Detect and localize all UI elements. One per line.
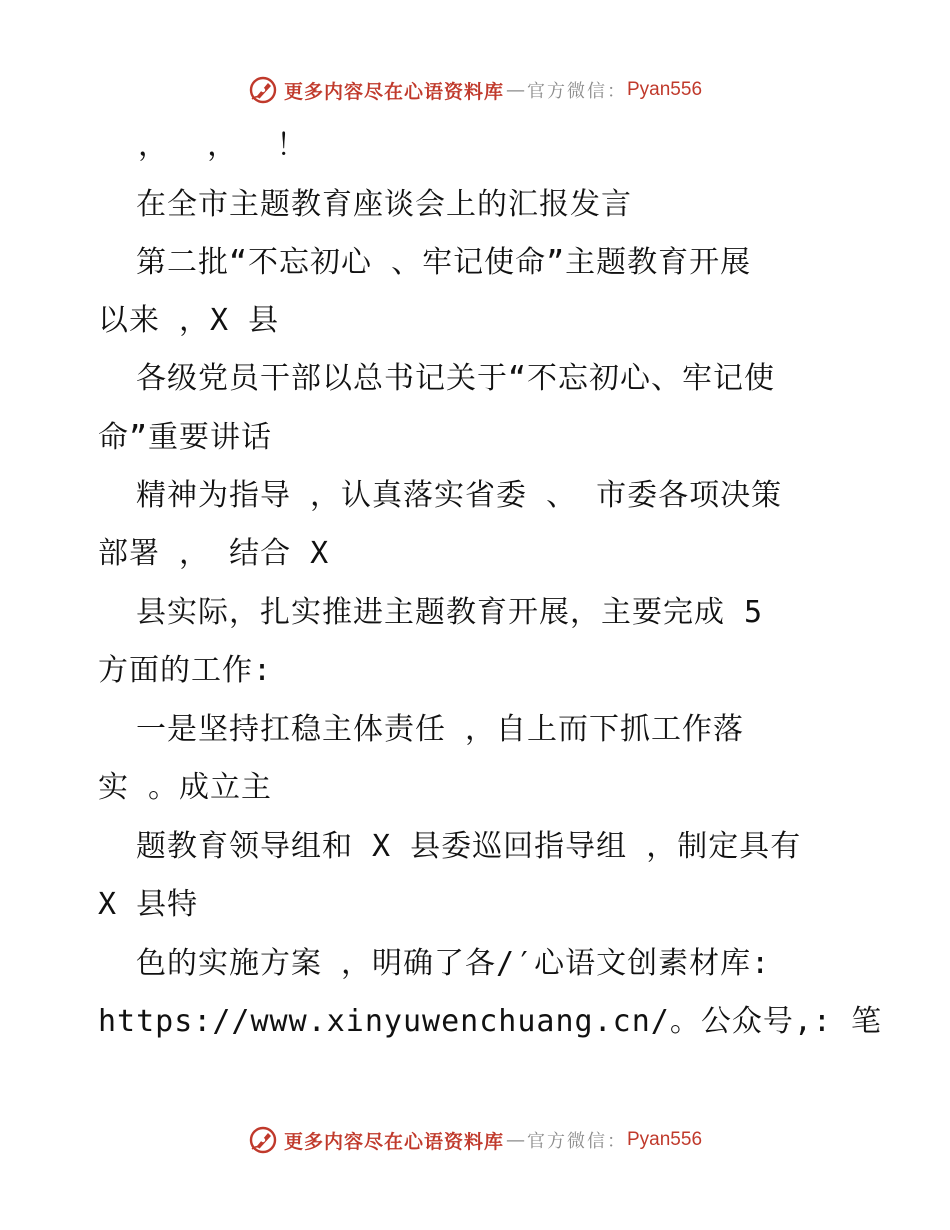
banner-wechat-id: Pyan556 bbox=[627, 79, 703, 100]
text-line: 实 。成立主 bbox=[98, 770, 273, 805]
pen-nib-circle-icon bbox=[248, 75, 278, 105]
text-line: 县实际，扎实推进主题教育开展，主要完成 5 bbox=[136, 595, 764, 630]
text-line: 色的实施方案 ，明确了各/′心语文创素材库: bbox=[136, 946, 771, 981]
text-line: ， ， ！ bbox=[138, 128, 308, 163]
pen-nib-circle-icon bbox=[248, 1125, 278, 1155]
header-banner bbox=[0, 72, 950, 108]
banner-separator: — bbox=[506, 79, 525, 101]
banner-slogan: 更多内容尽在心语资料库 bbox=[283, 1130, 504, 1153]
text-line: https://www.xinyuwenchuang.cn/。公众号,: 笔 bbox=[98, 1004, 883, 1039]
text-line: 方面的工作: bbox=[98, 653, 273, 688]
text-line: 以来 ，X 县 bbox=[98, 303, 280, 338]
banner-wechat-id: Pyan556 bbox=[627, 1129, 703, 1150]
document-title: 在全市主题教育座谈会上的汇报发言 bbox=[136, 187, 632, 222]
text-line: 题教育领导组和 X 县委巡回指导组 ，制定具有 bbox=[136, 829, 802, 864]
text-line: 部署 ， 结合 X bbox=[98, 536, 330, 571]
banner-separator: — bbox=[506, 1129, 525, 1151]
banner-wechat-label: 官方微信： bbox=[527, 1131, 627, 1152]
text-line: 命”重要讲话 bbox=[98, 420, 273, 455]
banner-slogan: 更多内容尽在心语资料库 bbox=[283, 80, 504, 103]
text-line: 一是坚持扛稳主体责任 ，自上而下抓工作落 bbox=[136, 712, 745, 747]
banner-wechat-label: 官方微信： bbox=[527, 81, 627, 102]
footer-banner bbox=[0, 1122, 950, 1158]
text-line: 第二批“不忘初心 、牢记使命”主题教育开展 bbox=[136, 245, 752, 280]
text-line: 精神为指导 ，认真落实省委 、 市委各项决策 bbox=[136, 478, 783, 513]
text-line: 各级党员干部以总书记关于“不忘初心、牢记使 bbox=[136, 361, 776, 396]
text-line: X 县特 bbox=[98, 887, 199, 922]
